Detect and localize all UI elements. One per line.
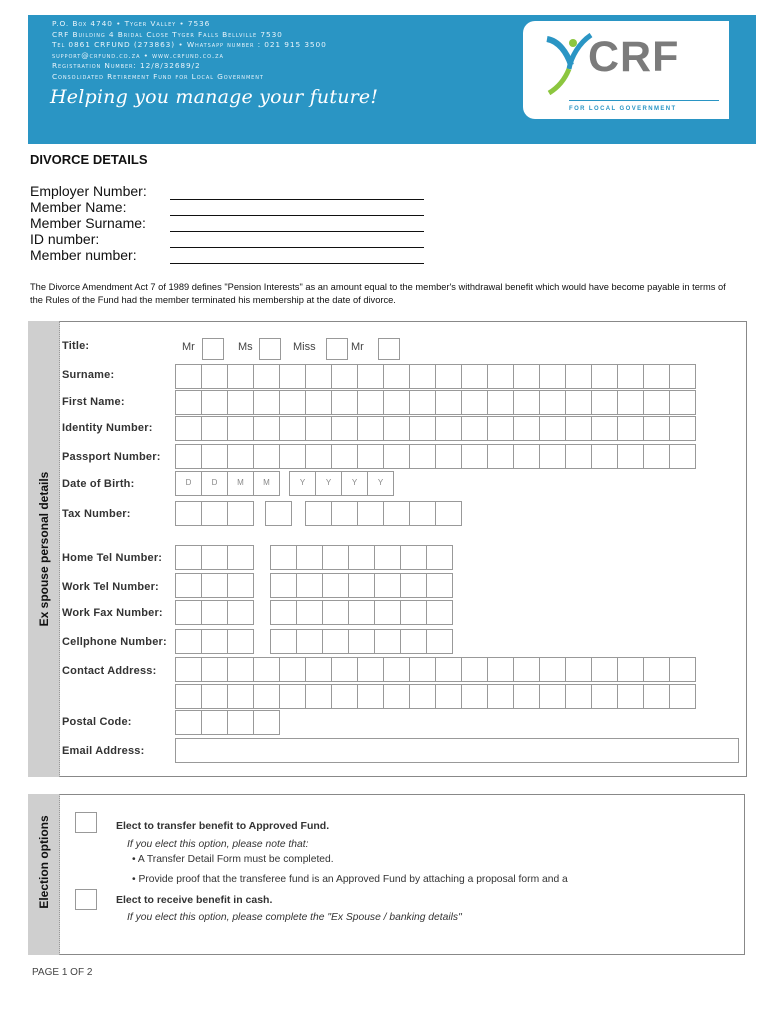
contact-address-line-1-box[interactable]	[487, 657, 514, 682]
transfer-bullet-1: • A Transfer Detail Form must be completed.	[132, 854, 334, 865]
transfer-option-note: If you elect this option, please note that:	[127, 839, 309, 850]
employer-number-label: Employer Number:	[30, 183, 147, 199]
work-tel-label: Work Tel Number:	[62, 581, 159, 593]
identity-number-label: Identity Number:	[62, 422, 153, 434]
work-fax-label: Work Fax Number:	[62, 607, 163, 619]
surname-box[interactable]	[357, 364, 384, 389]
fund-address	[52, 19, 327, 83]
home-tel-box[interactable]	[227, 545, 254, 570]
first-name-box[interactable]	[175, 390, 202, 415]
postal-code-box[interactable]	[253, 710, 280, 735]
contact-address-line-2-box[interactable]	[565, 684, 592, 709]
home-tel-label: Home Tel Number:	[62, 552, 163, 564]
title-option-miss: Miss	[293, 341, 316, 353]
contact-address-label: Contact Address:	[62, 665, 157, 677]
passport-number-box[interactable]	[539, 444, 566, 469]
contact-address-line-2-box[interactable]	[461, 684, 488, 709]
passport-number-box[interactable]	[331, 444, 358, 469]
contact-address-line-1-box[interactable]	[435, 657, 462, 682]
contact-address-line-2-box[interactable]	[669, 684, 696, 709]
contact-address-line-1-box[interactable]	[305, 657, 332, 682]
first-name-box[interactable]	[539, 390, 566, 415]
logo-subtitle: FOR LOCAL GOVERNMENT	[569, 106, 677, 112]
identity-number-box[interactable]	[201, 416, 228, 441]
surname-box[interactable]	[227, 364, 254, 389]
contact-address-line-2-box[interactable]	[331, 684, 358, 709]
transfer-option-title: Elect to transfer benefit to Approved Fund.	[116, 820, 330, 832]
passport-number-box[interactable]	[175, 444, 202, 469]
date-of-birth-box[interactable]	[315, 471, 342, 496]
identity-number-box[interactable]	[357, 416, 384, 441]
first-name-box[interactable]	[591, 390, 618, 415]
first-name-box[interactable]	[253, 390, 280, 415]
date-of-birth-box[interactable]	[201, 471, 228, 496]
contact-address-line-1-box[interactable]	[461, 657, 488, 682]
work-tel-box[interactable]	[201, 573, 228, 598]
identity-number-box[interactable]	[487, 416, 514, 441]
identity-number-box[interactable]	[305, 416, 332, 441]
tax-number-box[interactable]	[227, 501, 254, 526]
crf-logo-mark-icon	[545, 33, 593, 95]
title-ms-checkbox[interactable]	[259, 338, 281, 360]
title-option-mr-2: Mr	[351, 341, 364, 353]
identity-number-box[interactable]	[565, 416, 592, 441]
work-fax-box[interactable]	[322, 600, 349, 625]
work-fax-box[interactable]	[201, 600, 228, 625]
contact-address-line-1-box[interactable]	[331, 657, 358, 682]
intro-paragraph: The Divorce Amendment Act 7 of 1989 defines "Pension Interests" as an amount equal to the member's withdrawal benefit which would have become payable in terms of the Rules of the Fund had the member terminated his membership at the date of divorce.	[30, 282, 726, 305]
surname-box[interactable]	[565, 364, 592, 389]
identity-number-box[interactable]	[643, 416, 670, 441]
home-tel-box[interactable]	[426, 545, 453, 570]
contact-address-line-2-box[interactable]	[487, 684, 514, 709]
address-line: Registration Number: 12/8/32689/2	[52, 61, 201, 71]
contact-address-line-1-box[interactable]	[383, 657, 410, 682]
contact-address-line-2-box[interactable]	[201, 684, 228, 709]
surname-box[interactable]	[435, 364, 462, 389]
surname-box[interactable]	[487, 364, 514, 389]
date-of-birth-box[interactable]	[289, 471, 316, 496]
contact-address-line-1-box[interactable]	[253, 657, 280, 682]
contact-address-line-1-box[interactable]	[227, 657, 254, 682]
address-line: Consolidated Retirement Fund for Local Government	[52, 71, 264, 81]
identity-number-box[interactable]	[383, 416, 410, 441]
first-name-box[interactable]	[461, 390, 488, 415]
cellphone-box[interactable]	[400, 629, 427, 654]
home-tel-box[interactable]	[296, 545, 323, 570]
contact-address-line-1-box[interactable]	[409, 657, 436, 682]
work-tel-box[interactable]	[270, 573, 297, 598]
identity-number-box[interactable]	[539, 416, 566, 441]
first-name-box[interactable]	[513, 390, 540, 415]
tax-number-box[interactable]	[435, 501, 462, 526]
passport-number-label: Passport Number:	[62, 451, 161, 463]
contact-address-line-1-box[interactable]	[565, 657, 592, 682]
contact-address-line-2-box[interactable]	[227, 684, 254, 709]
cellphone-box[interactable]	[348, 629, 375, 654]
dob-placeholder: Y	[299, 478, 306, 487]
cellphone-box[interactable]	[296, 629, 323, 654]
passport-number-box[interactable]	[617, 444, 644, 469]
surname-label: Surname:	[62, 369, 115, 381]
logo-text: CRF	[588, 33, 680, 81]
home-tel-box[interactable]	[348, 545, 375, 570]
surname-box[interactable]	[383, 364, 410, 389]
passport-number-box[interactable]	[409, 444, 436, 469]
first-name-box[interactable]	[383, 390, 410, 415]
postal-code-label: Postal Code:	[62, 716, 132, 728]
home-tel-box[interactable]	[270, 545, 297, 570]
cellphone-box[interactable]	[175, 629, 202, 654]
contact-address-line-2-box[interactable]	[279, 684, 306, 709]
tagline: Helping you manage your future!	[50, 86, 379, 108]
work-fax-box[interactable]	[227, 600, 254, 625]
member-surname-field[interactable]	[170, 218, 424, 232]
passport-number-box[interactable]	[201, 444, 228, 469]
contact-address-line-1-box[interactable]	[357, 657, 384, 682]
tax-number-label: Tax Number:	[62, 508, 131, 520]
passport-number-box[interactable]	[565, 444, 592, 469]
date-of-birth-box[interactable]	[253, 471, 280, 496]
contact-address-line-2-box[interactable]	[175, 684, 202, 709]
address-line: Tel 0861 CRFUND (273863) • Whatsapp number : 021 915 3500	[52, 40, 327, 50]
first-name-box[interactable]	[201, 390, 228, 415]
identity-number-box[interactable]	[591, 416, 618, 441]
surname-box[interactable]	[409, 364, 436, 389]
first-name-box[interactable]	[617, 390, 644, 415]
section-title: DIVORCE DETAILS	[30, 152, 148, 167]
address-line: CRF Building 4 Bridal Close Tyger Falls Bellville 7530	[52, 29, 283, 39]
identity-number-box[interactable]	[513, 416, 540, 441]
tax-number-box[interactable]	[201, 501, 228, 526]
surname-box[interactable]	[643, 364, 670, 389]
cash-option-title: Elect to receive benefit in cash.	[116, 894, 273, 906]
date-of-birth-box[interactable]	[341, 471, 368, 496]
cellphone-box[interactable]	[270, 629, 297, 654]
tax-number-box[interactable]	[265, 501, 292, 526]
identity-number-box[interactable]	[279, 416, 306, 441]
work-fax-box[interactable]	[348, 600, 375, 625]
first-name-box[interactable]	[487, 390, 514, 415]
identity-number-box[interactable]	[669, 416, 696, 441]
page-number: PAGE 1 OF 2	[32, 967, 93, 978]
email-address-field[interactable]	[175, 738, 739, 763]
contact-address-line-2-box[interactable]	[617, 684, 644, 709]
cellphone-box[interactable]	[201, 629, 228, 654]
postal-code-box[interactable]	[175, 710, 202, 735]
identity-number-box[interactable]	[617, 416, 644, 441]
contact-address-line-1-box[interactable]	[201, 657, 228, 682]
surname-box[interactable]	[279, 364, 306, 389]
first-name-box[interactable]	[409, 390, 436, 415]
identity-number-box[interactable]	[175, 416, 202, 441]
election-section-label: Election options	[37, 815, 51, 909]
first-name-box[interactable]	[565, 390, 592, 415]
dob-placeholder: M	[263, 478, 270, 487]
ex-spouse-section-label: Ex spouse personal details	[37, 471, 51, 627]
tax-number-box[interactable]	[357, 501, 384, 526]
dob-placeholder: D	[185, 478, 192, 487]
surname-box[interactable]	[539, 364, 566, 389]
cash-option-checkbox[interactable]	[75, 889, 97, 910]
tax-number-box[interactable]	[305, 501, 332, 526]
title-mr-2-checkbox[interactable]	[378, 338, 400, 360]
contact-address-line-1-box[interactable]	[175, 657, 202, 682]
cellphone-box[interactable]	[426, 629, 453, 654]
identity-number-box[interactable]	[227, 416, 254, 441]
work-tel-box[interactable]	[348, 573, 375, 598]
work-fax-box[interactable]	[426, 600, 453, 625]
passport-number-box[interactable]	[253, 444, 280, 469]
surname-box[interactable]	[175, 364, 202, 389]
home-tel-box[interactable]	[322, 545, 349, 570]
surname-box[interactable]	[669, 364, 696, 389]
title-option-ms: Ms	[238, 341, 253, 353]
passport-number-box[interactable]	[669, 444, 696, 469]
home-tel-box[interactable]	[374, 545, 401, 570]
address-line: support@crfund.co.za • www.crfund.co.za	[52, 50, 224, 60]
work-fax-box[interactable]	[175, 600, 202, 625]
cellphone-label: Cellphone Number:	[62, 636, 167, 648]
home-tel-box[interactable]	[201, 545, 228, 570]
date-of-birth-box[interactable]	[367, 471, 394, 496]
crf-logo	[523, 21, 729, 119]
tax-number-box[interactable]	[409, 501, 436, 526]
surname-box[interactable]	[591, 364, 618, 389]
member-surname-label: Member Surname:	[30, 215, 146, 231]
first-name-box[interactable]	[305, 390, 332, 415]
contact-address-line-2-box[interactable]	[253, 684, 280, 709]
title-option-mr: Mr	[182, 341, 195, 353]
passport-number-box[interactable]	[461, 444, 488, 469]
work-fax-box[interactable]	[400, 600, 427, 625]
passport-number-box[interactable]	[643, 444, 670, 469]
first-name-box[interactable]	[435, 390, 462, 415]
contact-address-line-1-box[interactable]	[591, 657, 618, 682]
member-name-label: Member Name:	[30, 199, 127, 215]
contact-address-line-2-box[interactable]	[643, 684, 670, 709]
work-tel-box[interactable]	[374, 573, 401, 598]
date-of-birth-box[interactable]	[227, 471, 254, 496]
first-name-label: First Name:	[62, 396, 125, 408]
passport-number-box[interactable]	[305, 444, 332, 469]
title-label: Title:	[62, 340, 90, 352]
work-tel-box[interactable]	[426, 573, 453, 598]
work-fax-box[interactable]	[296, 600, 323, 625]
home-tel-box[interactable]	[400, 545, 427, 570]
identity-number-box[interactable]	[461, 416, 488, 441]
first-name-box[interactable]	[227, 390, 254, 415]
work-fax-box[interactable]	[270, 600, 297, 625]
home-tel-box[interactable]	[175, 545, 202, 570]
logo-divider	[569, 100, 719, 101]
dob-placeholder: Y	[325, 478, 332, 487]
contact-address-line-2-box[interactable]	[383, 684, 410, 709]
cash-option-note: If you elect this option, please complete the "Ex Spouse / banking details"	[127, 912, 462, 923]
contact-address-line-1-box[interactable]	[513, 657, 540, 682]
postal-code-box[interactable]	[227, 710, 254, 735]
contact-address-line-2-box[interactable]	[591, 684, 618, 709]
contact-address-line-2-box[interactable]	[539, 684, 566, 709]
work-tel-box[interactable]	[175, 573, 202, 598]
transfer-option-checkbox[interactable]	[75, 812, 97, 833]
employer-number-field[interactable]	[170, 186, 424, 200]
passport-number-box[interactable]	[513, 444, 540, 469]
tax-number-box[interactable]	[383, 501, 410, 526]
tax-number-box[interactable]	[331, 501, 358, 526]
contact-address-line-1-box[interactable]	[669, 657, 696, 682]
passport-number-box[interactable]	[487, 444, 514, 469]
contact-address-line-1-box[interactable]	[617, 657, 644, 682]
id-number-field[interactable]	[170, 234, 424, 248]
cellphone-box[interactable]	[374, 629, 401, 654]
first-name-box[interactable]	[279, 390, 306, 415]
identity-number-box[interactable]	[331, 416, 358, 441]
contact-address-line-2-box[interactable]	[305, 684, 332, 709]
postal-code-box[interactable]	[201, 710, 228, 735]
contact-address-line-1-box[interactable]	[279, 657, 306, 682]
email-address-label: Email Address:	[62, 745, 145, 757]
first-name-box[interactable]	[669, 390, 696, 415]
transfer-bullet-2: • Provide proof that the transferee fund is an Approved Fund by attaching a proposal form and a	[132, 874, 568, 885]
contact-address-line-2-box[interactable]	[435, 684, 462, 709]
first-name-box[interactable]	[643, 390, 670, 415]
work-tel-box[interactable]	[400, 573, 427, 598]
contact-address-line-2-box[interactable]	[357, 684, 384, 709]
cellphone-box[interactable]	[227, 629, 254, 654]
dob-placeholder: D	[211, 478, 218, 487]
first-name-box[interactable]	[331, 390, 358, 415]
address-line: P.O. Box 4740 • Tyger Valley • 7536	[52, 19, 211, 28]
surname-box[interactable]	[331, 364, 358, 389]
dob-placeholder: Y	[377, 478, 384, 487]
title-mr-checkbox[interactable]	[202, 338, 224, 360]
work-tel-box[interactable]	[227, 573, 254, 598]
date-of-birth-label: Date of Birth:	[62, 478, 135, 490]
work-fax-box[interactable]	[374, 600, 401, 625]
contact-address-line-2-box[interactable]	[409, 684, 436, 709]
passport-number-box[interactable]	[227, 444, 254, 469]
cellphone-box[interactable]	[322, 629, 349, 654]
passport-number-box[interactable]	[435, 444, 462, 469]
work-tel-box[interactable]	[296, 573, 323, 598]
passport-number-box[interactable]	[279, 444, 306, 469]
surname-box[interactable]	[253, 364, 280, 389]
contact-address-line-1-box[interactable]	[643, 657, 670, 682]
member-name-field[interactable]	[170, 202, 424, 216]
surname-box[interactable]	[617, 364, 644, 389]
first-name-box[interactable]	[357, 390, 384, 415]
id-number-label: ID number:	[30, 231, 100, 247]
member-number-field[interactable]	[170, 250, 424, 264]
date-of-birth-box[interactable]	[175, 471, 202, 496]
identity-number-box[interactable]	[253, 416, 280, 441]
identity-number-box[interactable]	[409, 416, 436, 441]
member-number-label: Member number:	[30, 247, 137, 263]
surname-box[interactable]	[461, 364, 488, 389]
surname-box[interactable]	[513, 364, 540, 389]
surname-box[interactable]	[201, 364, 228, 389]
tax-number-box[interactable]	[175, 501, 202, 526]
contact-address-line-1-box[interactable]	[539, 657, 566, 682]
dob-placeholder: M	[237, 478, 244, 487]
contact-address-line-2-box[interactable]	[513, 684, 540, 709]
passport-number-box[interactable]	[383, 444, 410, 469]
passport-number-box[interactable]	[591, 444, 618, 469]
passport-number-box[interactable]	[357, 444, 384, 469]
title-miss-checkbox[interactable]	[326, 338, 348, 360]
surname-box[interactable]	[305, 364, 332, 389]
identity-number-box[interactable]	[435, 416, 462, 441]
work-tel-box[interactable]	[322, 573, 349, 598]
dob-placeholder: Y	[351, 478, 358, 487]
